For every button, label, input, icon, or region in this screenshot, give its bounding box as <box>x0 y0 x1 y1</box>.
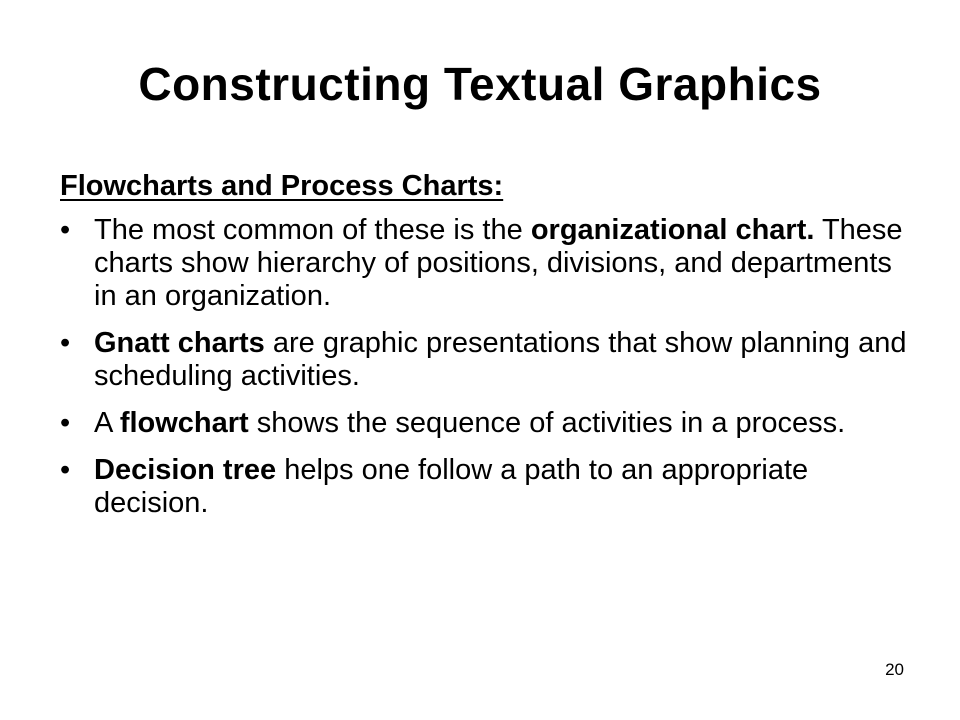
bullet-text-after: shows the sequence of activities in a process. <box>248 407 846 439</box>
bullet-icon: • <box>60 454 71 486</box>
bullet-text <box>94 454 808 519</box>
bullet-icon: • <box>60 327 71 359</box>
slide-title: Constructing Textual Graphics <box>138 58 822 110</box>
section-heading: Flowcharts and Process Charts: <box>60 170 504 202</box>
bullet-item-decision-tree <box>60 454 920 520</box>
bullet-text-bold: organizational chart. <box>530 214 815 246</box>
bullet-item-flowchart <box>60 407 920 440</box>
bullet-text <box>94 327 906 392</box>
bullet-text-bold: Decision tree <box>94 454 277 486</box>
page-number: 20 <box>885 660 904 679</box>
bullet-text-bold: Gnatt charts <box>94 327 265 359</box>
bullet-text-before: The most common of these is the <box>94 214 531 246</box>
bullet-text <box>94 407 845 439</box>
bullet-item-gnatt-charts <box>60 327 920 393</box>
bullet-icon: • <box>60 407 71 439</box>
bullet-text-after: These charts show hierarchy of positions, divisions, and departments in an organization. <box>94 214 903 312</box>
bullet-text-after: are graphic presentations that show planning and scheduling activities. <box>94 327 907 392</box>
bullet-text-before: A <box>94 407 120 439</box>
bullet-icon: • <box>60 214 71 246</box>
bullet-text-after: helps one follow a path to an appropriate decision. <box>94 454 809 519</box>
bullet-item-organizational-chart <box>60 214 920 313</box>
bullet-list <box>60 214 920 534</box>
bullet-text-bold: flowchart <box>119 407 249 439</box>
bullet-text <box>94 214 903 312</box>
